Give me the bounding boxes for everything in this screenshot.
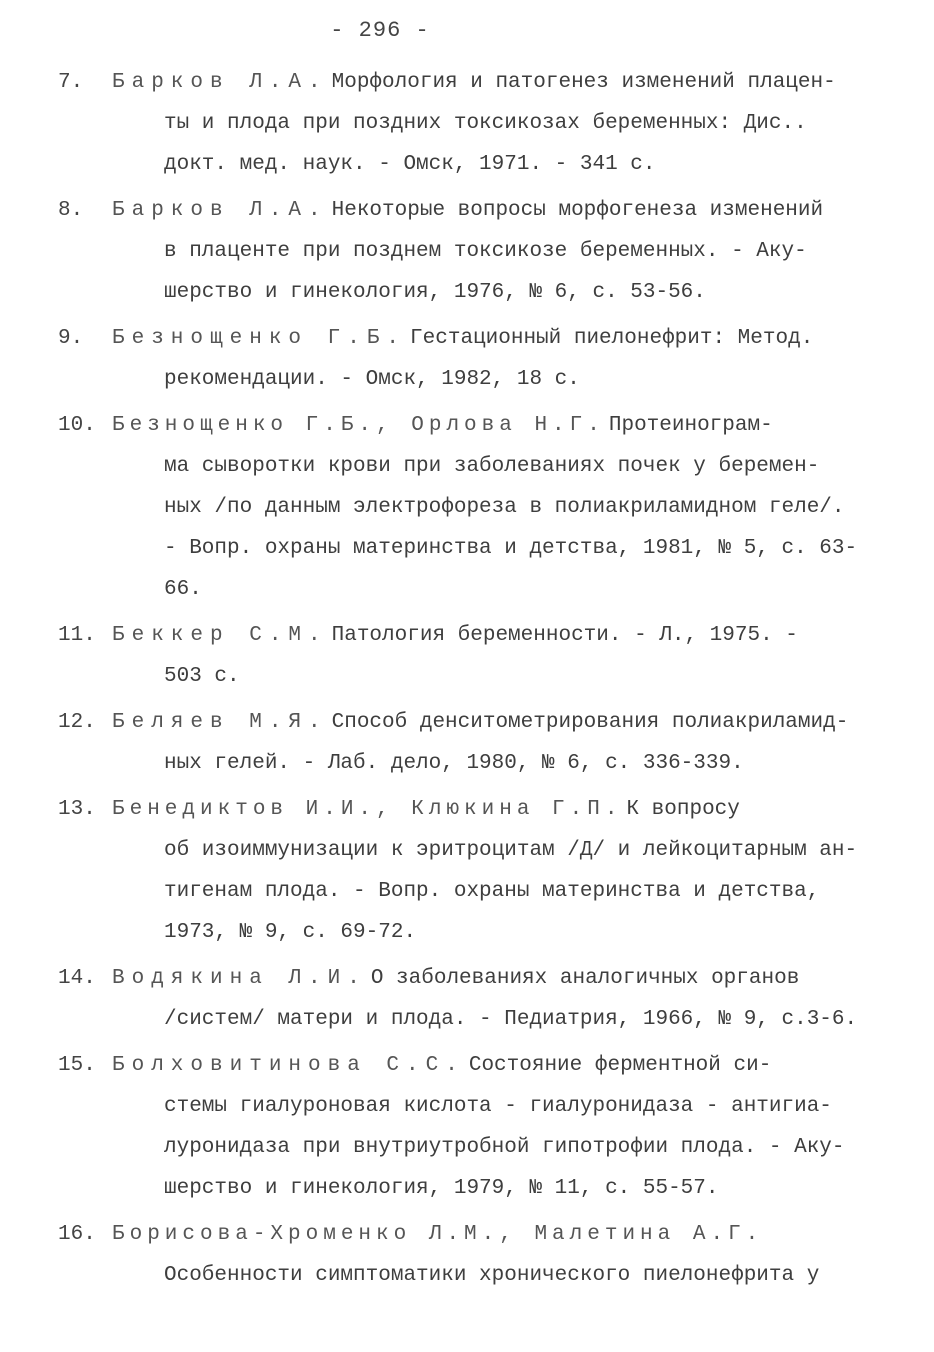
reference-line xyxy=(112,144,872,185)
reference-number: 10. xyxy=(58,414,96,437)
reference-line xyxy=(112,1214,872,1255)
reference-line xyxy=(112,487,872,528)
reference-line xyxy=(112,528,872,569)
page-number: - 296 - xyxy=(330,18,430,43)
reference-line-text: шерство и гинекология, 1979, № 11, с. 55-57. xyxy=(164,1177,719,1200)
reference-line-text: 503 с. xyxy=(164,665,240,688)
reference-line-text: Патология беременности. - Л., 1975. - xyxy=(331,624,798,647)
reference-text xyxy=(112,1045,872,1209)
reference-line xyxy=(112,405,872,446)
reference-text xyxy=(112,1214,872,1296)
reference-line xyxy=(112,446,872,487)
reference-author: Водякина Л.И. xyxy=(112,967,367,990)
reference-author: Барков Л.А. xyxy=(112,71,328,94)
reference-author: Борисова-Хроменко Л.М., Малетина А.Г. xyxy=(112,1223,764,1246)
reference-line-text: Морфология и патогенез изменений плацен- xyxy=(331,71,836,94)
reference-line-text: в плаценте при позднем токсикозе беременных. - Аку- xyxy=(164,240,807,263)
reference-author: Безнощенко Г.Б. xyxy=(112,327,407,350)
reference-entry xyxy=(0,615,934,697)
reference-line xyxy=(112,62,872,103)
reference-line-text: ных гелей. - Лаб. дело, 1980, № 6, с. 336-339. xyxy=(164,752,744,775)
reference-line xyxy=(112,789,872,830)
reference-text xyxy=(112,615,872,697)
reference-line-text: Способ денситометрирования полиакриламид- xyxy=(331,711,849,734)
reference-text xyxy=(112,702,872,784)
reference-line-text: ты и плода при поздних токсикозах беременных: Дис.. xyxy=(164,112,807,135)
reference-entry xyxy=(0,702,934,784)
reference-list xyxy=(0,62,934,1301)
reference-line-text: луронидаза при внутриутробной гипотрофии плода. - Аку- xyxy=(164,1136,845,1159)
reference-text xyxy=(112,958,872,1040)
reference-line-text: - Вопр. охраны материнства и детства, 1981, № 5, с. 63- xyxy=(164,537,858,560)
reference-line-text: шерство и гинекология, 1976, № 6, с. 53-56. xyxy=(164,281,706,304)
reference-line-text: Особенности симптоматики хронического пиелонефрита у xyxy=(164,1264,820,1287)
reference-number: 15. xyxy=(58,1054,96,1077)
reference-line xyxy=(112,1086,872,1127)
reference-line-text: /систем/ матери и плода. - Педиатрия, 1966, № 9, с.3-6. xyxy=(164,1008,858,1031)
reference-line xyxy=(112,743,872,784)
reference-entry xyxy=(0,1045,934,1209)
reference-author: Беккер С.М. xyxy=(112,624,328,647)
reference-line-text: об изоиммунизации к эритроцитам /Д/ и лейкоцитарным ан- xyxy=(164,839,858,862)
reference-entry xyxy=(0,190,934,313)
reference-number: 12. xyxy=(58,711,96,734)
reference-line xyxy=(112,231,872,272)
reference-line xyxy=(112,359,872,400)
reference-line xyxy=(112,190,872,231)
reference-author: Бенедиктов И.И., Клюкина Г.П. xyxy=(112,798,623,821)
reference-line xyxy=(112,318,872,359)
reference-line-text: ма сыворотки крови при заболеваниях почек у беремен- xyxy=(164,455,820,478)
reference-line-text: тигенам плода. - Вопр. охраны материнства и детства, xyxy=(164,880,820,903)
reference-line xyxy=(112,569,872,610)
reference-number: 8. xyxy=(58,199,84,222)
reference-line-text: К вопросу xyxy=(626,798,740,821)
reference-line xyxy=(112,1045,872,1086)
reference-line xyxy=(112,272,872,313)
reference-line xyxy=(112,1255,872,1296)
reference-entry xyxy=(0,958,934,1040)
reference-entry xyxy=(0,318,934,400)
reference-author: Болховитинова С.С. xyxy=(112,1054,465,1077)
reference-line-text: 66. xyxy=(164,578,202,601)
reference-line-text: рекомендации. - Омск, 1982, 18 с. xyxy=(164,368,580,391)
reference-text xyxy=(112,405,872,610)
reference-line xyxy=(112,958,872,999)
reference-line xyxy=(112,830,872,871)
reference-number: 11. xyxy=(58,624,96,647)
reference-line xyxy=(112,999,872,1040)
reference-line-text: Гестационный пиелонефрит: Метод. xyxy=(410,327,814,350)
reference-entry xyxy=(0,1214,934,1296)
reference-line-text: стемы гиалуроновая кислота - гиалуронидаза - антигиа- xyxy=(164,1095,832,1118)
reference-text xyxy=(112,789,872,953)
reference-line xyxy=(112,615,872,656)
reference-line xyxy=(112,871,872,912)
reference-number: 9. xyxy=(58,327,84,350)
reference-author: Безнощенко Г.Б., Орлова Н.Г. xyxy=(112,414,605,437)
reference-line xyxy=(112,656,872,697)
reference-line-text: Некоторые вопросы морфогенеза изменений xyxy=(331,199,824,222)
reference-line xyxy=(112,702,872,743)
reference-text xyxy=(112,190,872,313)
reference-author: Беляев М.Я. xyxy=(112,711,328,734)
reference-number: 14. xyxy=(58,967,96,990)
reference-line xyxy=(112,1127,872,1168)
reference-line-text: Протеинограм- xyxy=(608,414,773,437)
reference-text xyxy=(112,62,872,185)
reference-number: 7. xyxy=(58,71,84,94)
reference-entry xyxy=(0,62,934,185)
reference-line xyxy=(112,103,872,144)
reference-line-text: Состояние ферментной си- xyxy=(468,1054,772,1077)
reference-line xyxy=(112,1168,872,1209)
reference-line xyxy=(112,912,872,953)
reference-line-text: докт. мед. наук. - Омск, 1971. - 341 с. xyxy=(164,153,656,176)
reference-entry xyxy=(0,405,934,610)
reference-line-text: О заболеваниях аналогичных органов xyxy=(370,967,800,990)
reference-number: 13. xyxy=(58,798,96,821)
reference-number: 16. xyxy=(58,1223,96,1246)
reference-text xyxy=(112,318,872,400)
reference-line-text: ных /по данным электрофореза в полиакриламидном геле/. xyxy=(164,496,845,519)
reference-author: Барков Л.А. xyxy=(112,199,328,222)
reference-line-text: 1973, № 9, с. 69-72. xyxy=(164,921,417,944)
reference-entry xyxy=(0,789,934,953)
